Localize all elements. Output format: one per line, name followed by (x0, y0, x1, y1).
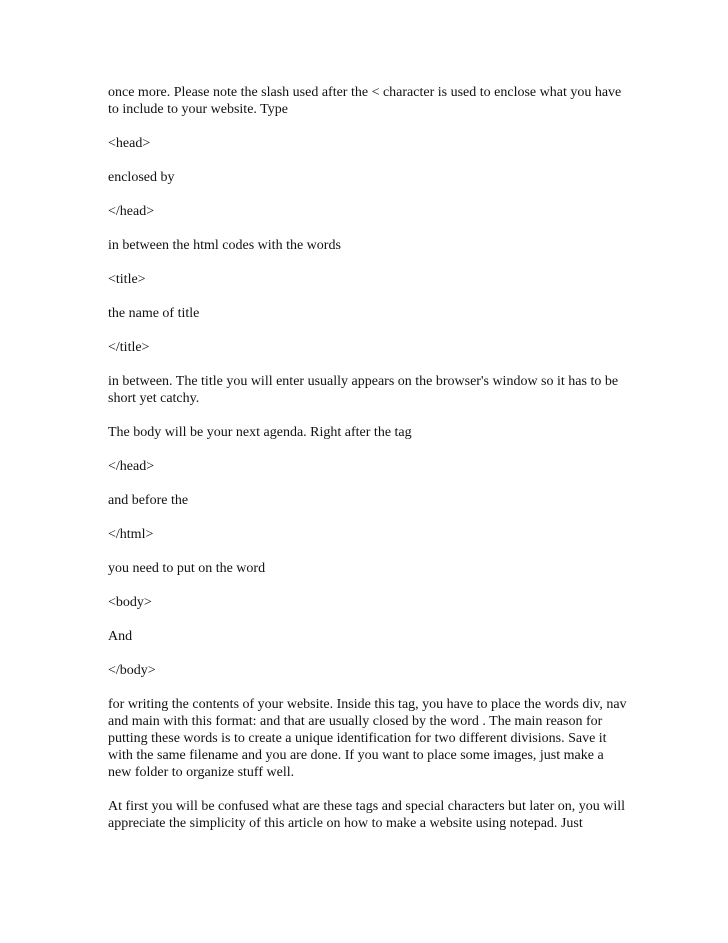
document-body (108, 84, 628, 849)
paragraph-name-of-title: the name of title (108, 306, 200, 321)
paragraph-intro: once more. Please note the slash used after the < character is used to enclose what you have to include to your website. Type (108, 85, 622, 117)
paragraph-in-between-html: in between the html codes with the words (108, 238, 341, 253)
code-title-close: </title> (108, 340, 150, 355)
code-body-open: <body> (108, 595, 152, 610)
paragraph-and-before: and before the (108, 493, 189, 508)
code-html-close: </html> (108, 527, 154, 542)
code-body-close: </body> (108, 663, 156, 678)
paragraph-writing-contents: for writing the contents of your website. Inside this tag, you have to place the words div, nav and main with this format: and that are usually closed by the word . The main reason for putting these words is to create a unique identification for two different divisions. Save it with the same filename and you are done. If you want to place some images, just make a new folder to organize stuff well. (108, 697, 627, 780)
code-head-close: </head> (108, 204, 155, 219)
code-head-open: <head> (108, 136, 151, 151)
code-title-open: <title> (108, 272, 146, 287)
code-head-close-2: </head> (108, 459, 155, 474)
paragraph-body-agenda: The body will be your next agenda. Right after the tag (108, 425, 412, 440)
paragraph-and: And (108, 629, 133, 644)
paragraph-put-on-word: you need to put on the word (108, 561, 266, 576)
paragraph-title-explanation: in between. The title you will enter usually appears on the browser's window so it has to be short yet catchy. (108, 374, 619, 406)
paragraph-at-first: At first you will be confused what are these tags and special characters but later on, you will appreciate the simplicity of this article on how to make a website using notepad. Just (108, 799, 626, 831)
paragraph-enclosed-by: enclosed by (108, 170, 175, 185)
